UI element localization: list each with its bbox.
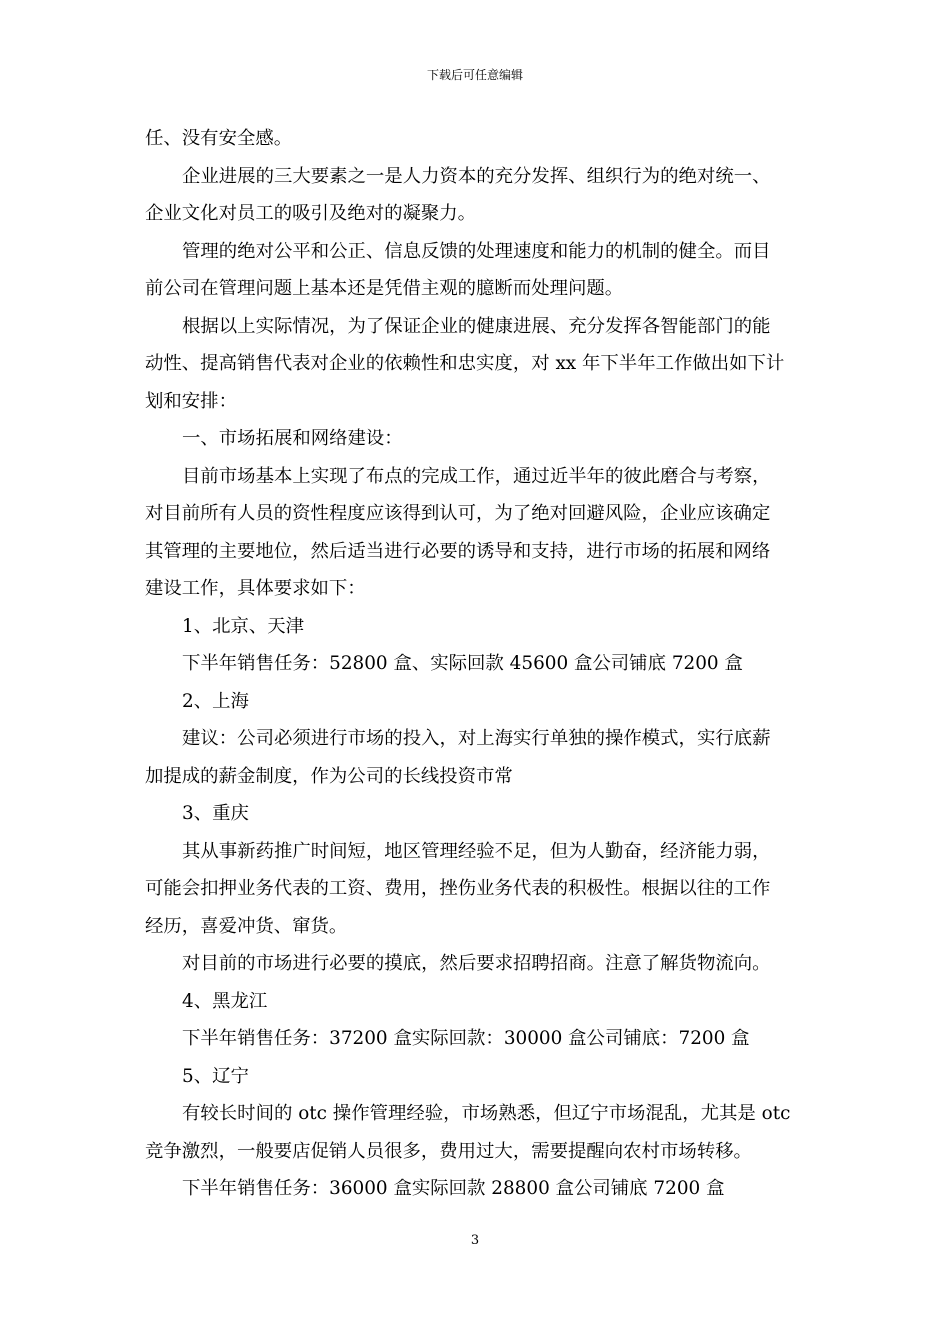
text-line: 前公司在管理问题上基本还是凭借主观的臆断而处理问题。 [145, 278, 624, 299]
text-line: 管理的绝对公平和公正、信息反馈的处理速度和能力的机制的健全。而目 [182, 240, 771, 262]
text-line: 2、上海 [182, 690, 249, 712]
text-line: 1、北京、天津 [182, 615, 305, 637]
text-line: 其管理的主要地位，然后适当进行必要的诱导和支持，进行市场的拓展和网络 [145, 540, 771, 562]
text-line: 有较长时间的 otc 操作管理经验，市场熟悉，但辽宁市场混乱，尤其是 otc [182, 1103, 791, 1124]
text-line: 其从事新药推广时间短，地区管理经验不足，但为人勤奋，经济能力弱， [182, 840, 771, 862]
text-line: 下半年销售任务：52800 盒、实际回款 45600 盒公司铺底 7200 盒 [182, 653, 743, 674]
text-line: 经历，喜爱冲货、窜货。 [145, 915, 348, 937]
text-line: 企业进展的三大要素之一是人力资本的充分发挥、组织行为的绝对统一、 [182, 165, 771, 187]
text-line: 动性、提高销售代表对企业的依赖性和忠实度，对 xx 年下半年工作做出如下计 [145, 353, 785, 374]
text-line: 4、黑龙江 [182, 990, 268, 1012]
text-line: 下半年销售任务：37200 盒实际回款：30000 盒公司铺底：7200 盒 [182, 1028, 750, 1049]
text-line: 竞争激烈，一般要店促销人员很多，费用过大，需要提醒向农村市场转移。 [145, 1140, 752, 1162]
text-line: 目前市场基本上实现了布点的完成工作，通过近半年的彼此磨合与考察， [182, 465, 771, 487]
text-line: 加提成的薪金制度，作为公司的长线投资市常 [145, 765, 513, 787]
text-line: 建议：公司必须进行市场的投入，对上海实行单独的操作模式，实行底薪 [182, 728, 771, 749]
document-body [145, 120, 810, 1208]
text-line: 可能会扣押业务代表的工资、费用，挫伤业务代表的积极性。根据以往的工作 [145, 878, 771, 899]
text-line: 一、市场拓展和网络建设： [182, 428, 403, 449]
text-line: 对目前所有人员的资性程度应该得到认可，为了绝对回避风险，企业应该确定 [145, 503, 771, 524]
text-line: 根据以上实际情况，为了保证企业的健康进展、充分发挥各智能部门的能 [182, 315, 771, 337]
text-line: 建设工作，具体要求如下： [145, 578, 366, 599]
page-header: 下载后可任意编辑 [426, 68, 523, 82]
text-line: 对目前的市场进行必要的摸底，然后要求招聘招商。注意了解货物流向。 [182, 953, 771, 974]
text-line: 划和安排： [145, 390, 237, 412]
text-line: 下半年销售任务：36000 盒实际回款 28800 盒公司铺底 7200 盒 [182, 1178, 725, 1199]
text-line: 任、没有安全感。 [145, 128, 293, 149]
text-line: 3、重庆 [182, 803, 249, 824]
page-number: 3 [470, 1233, 480, 1248]
text-line: 5、辽宁 [182, 1065, 249, 1087]
text-line: 企业文化对员工的吸引及绝对的凝聚力。 [145, 203, 477, 224]
